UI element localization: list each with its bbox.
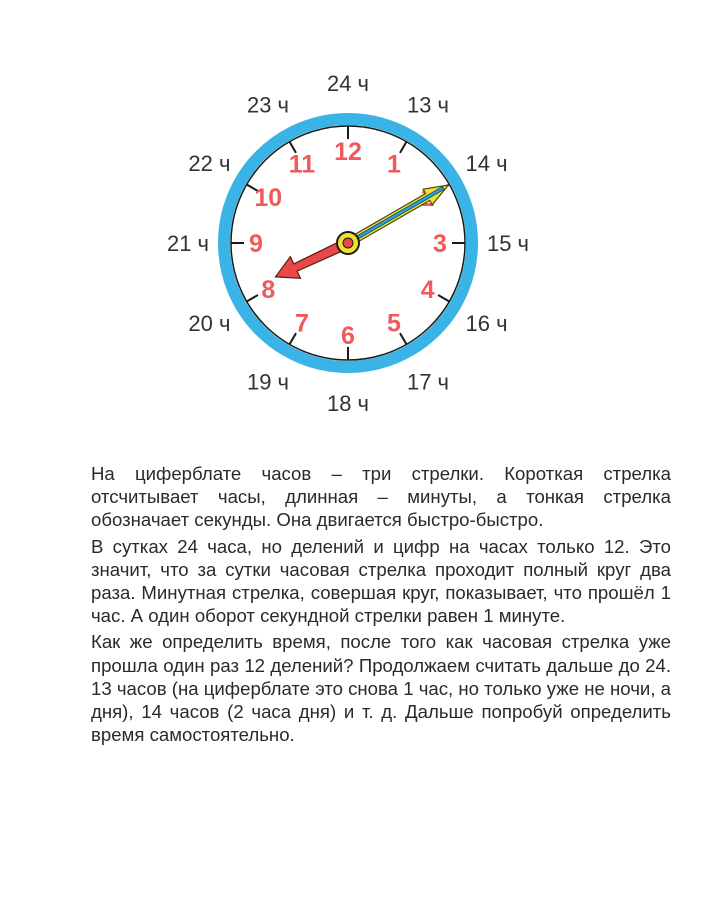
- outer-label-0: 24 ч: [326, 71, 370, 96]
- dial-number-12: 12: [334, 138, 362, 166]
- dial-number-3: 3: [433, 230, 447, 258]
- outer-label-10: 22 ч: [188, 151, 231, 176]
- dial-number-6: 6: [341, 322, 355, 350]
- dial-number-5: 5: [387, 309, 401, 338]
- paragraph-1: На циферблате часов – три стрелки. Короткая стрелка отсчитывает часы, длинная – минуты, а тонкая стрелка обозначает секунды. Она двигается быстро-быстро.: [91, 463, 671, 531]
- text-body: [91, 462, 671, 749]
- dial-number-11: 11: [288, 150, 316, 179]
- dial-number-4: 4: [420, 276, 435, 304]
- outer-label-11: 23 ч: [246, 92, 290, 118]
- outer-label-6: 18 ч: [326, 391, 370, 416]
- paragraph-3: Как же определить время, после того как часовая стрелка уже прошла один раз 12 делений? Продолжаем считать дальше до 24. 13 часов (на циферблате это снова 1 час, но только уже не ночи, а дня), 14 часов (2 часа дня) и т. д. Дальше попробуй определить время самостоятельно.: [91, 631, 671, 746]
- outer-label-2: 14 ч: [465, 151, 508, 176]
- outer-label-4: 16 ч: [465, 311, 508, 336]
- dial-number-9: 9: [249, 230, 263, 258]
- clock-illustration: [0, 0, 720, 430]
- dial-number-8: 8: [261, 276, 276, 304]
- outer-label-1: 13 ч: [406, 92, 450, 118]
- outer-label-3: 15 ч: [486, 231, 530, 256]
- dial-number-10: 10: [254, 184, 283, 212]
- outer-label-8: 20 ч: [188, 311, 231, 336]
- paragraph-2: В сутках 24 часа, но делений и цифр на часах только 12. Это значит, что за сутки часовая стрелка проходит полный круг два раза. Минутная стрелка, совершая круг, показывает, что прошёл 1 час. А один оборот секундной стрелки равен 1 минуте.: [91, 535, 671, 627]
- outer-label-7: 19 ч: [246, 369, 290, 395]
- outer-label-5: 17 ч: [406, 369, 450, 395]
- dial-number-7: 7: [295, 309, 309, 338]
- outer-label-9: 21 ч: [166, 231, 210, 256]
- dial-number-1: 1: [387, 150, 401, 179]
- center-cap: [337, 232, 359, 254]
